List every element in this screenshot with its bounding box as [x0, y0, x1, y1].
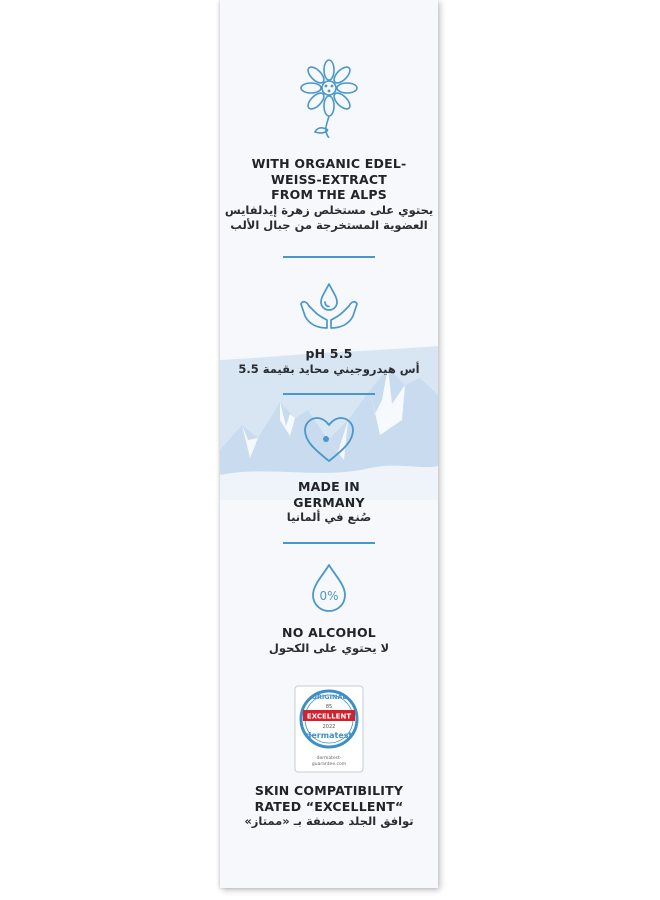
feature-title-line: SKIN COMPATIBILITY	[254, 783, 404, 798]
badge-brand: dermatest	[305, 731, 353, 740]
dermatest-seal-icon	[294, 685, 364, 773]
section-divider	[283, 393, 375, 395]
feature-title-line: WITH ORGANIC EDEL-	[251, 156, 407, 171]
feature-arabic-line: صُنع في ألمانيا	[286, 510, 372, 524]
feature-title-line: NO ALCOHOL	[282, 625, 376, 640]
feature-title-line: FROM THE ALPS	[271, 187, 387, 202]
feature-title-line: pH 5.5	[305, 346, 353, 361]
edelweiss-flower-icon	[299, 58, 359, 138]
feature-arabic-line: يحتوي على مستخلص زهرة إيدلفايس	[224, 202, 434, 217]
feature-skin-compatibility	[220, 783, 438, 829]
section-divider	[283, 542, 375, 544]
heart-icon	[302, 415, 356, 465]
feature-arabic-line: توافق الجلد مصنفة بـ «ممتاز»	[244, 814, 414, 828]
product-info-panel	[220, 0, 438, 888]
badge-score: 85	[325, 704, 333, 710]
drop-zero-percent-icon	[307, 563, 351, 613]
feature-ph	[220, 282, 438, 377]
feature-arabic-line: أس هيدروجيني محايد بقيمة 5.5	[238, 361, 420, 376]
badge-url-line: guarantee.com	[311, 762, 347, 767]
badge-rating: EXCELLENT	[306, 712, 352, 721]
feature-arabic-line: لا يحتوي على الكحول	[268, 640, 390, 655]
feature-title-line: RATED “EXCELLENT“	[254, 798, 404, 814]
feature-title-line: WEISS-EXTRACT	[271, 171, 387, 187]
feature-arabic-line: العضوية المستخرجة من جبال الألب	[230, 217, 428, 232]
badge-year: 2022	[322, 724, 336, 730]
badge-original-label: ORIGINAL	[311, 693, 347, 701]
feature-title-line: MADE IN	[298, 479, 360, 494]
feature-title-line: GERMANY	[293, 494, 365, 510]
feature-no-alcohol	[220, 563, 438, 656]
feature-edelweiss	[220, 58, 438, 233]
badge-url-line: dermatest-	[316, 756, 342, 761]
feature-made-in-germany	[220, 415, 438, 525]
zero-percent-label: 0%	[319, 589, 339, 603]
water-drop-hands-icon	[297, 282, 361, 332]
section-divider	[283, 256, 375, 258]
